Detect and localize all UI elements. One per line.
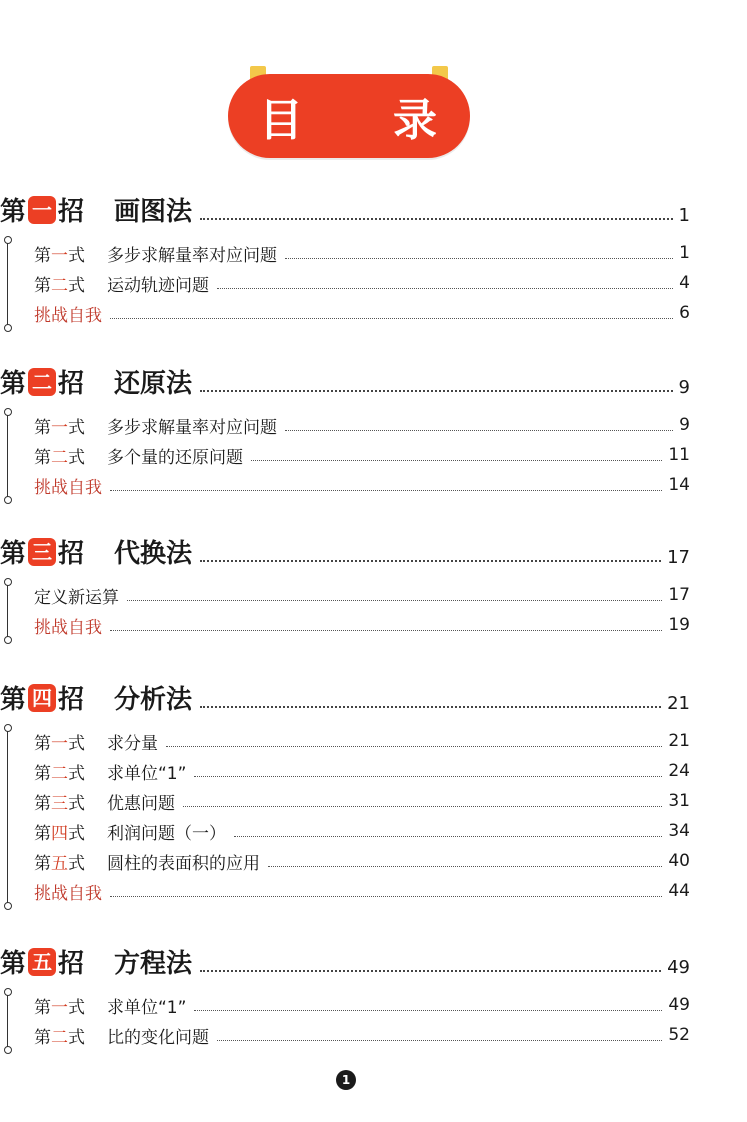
section-label <box>34 849 85 874</box>
chapter-page: 49 <box>667 957 690 978</box>
toc-entry[interactable] <box>0 988 690 1018</box>
chapter-suffix: 招 <box>58 949 85 979</box>
entry-page: 49 <box>668 995 690 1015</box>
toc-entry[interactable] <box>0 578 690 608</box>
entry-page: 40 <box>668 851 690 871</box>
section-suffix: 式 <box>68 1028 85 1048</box>
entry-name: 求单位“1” <box>107 764 187 784</box>
title-pill <box>228 74 470 158</box>
section-prefix: 第 <box>34 854 51 874</box>
section-prefix: 第 <box>34 998 51 1018</box>
entry-name: 比的变化问题 <box>107 1028 209 1048</box>
toc-entry[interactable] <box>0 754 690 784</box>
chapter-5 <box>0 940 690 1048</box>
entry-page: 14 <box>668 475 690 495</box>
section-label <box>34 729 85 754</box>
section-label <box>34 443 85 468</box>
section-number: 二 <box>51 276 68 296</box>
leader-dots <box>200 217 673 220</box>
chapter-prefix: 第 <box>0 949 27 979</box>
entry-name: 多个量的还原问题 <box>107 448 243 468</box>
section-label <box>34 241 85 266</box>
chapter-suffix: 招 <box>58 539 85 569</box>
chapter-page: 1 <box>678 205 690 226</box>
entry-name: 多步求解量率对应问题 <box>107 246 277 266</box>
section-prefix: 第 <box>34 418 51 438</box>
section-number: 二 <box>51 448 68 468</box>
section-prefix: 第 <box>34 1028 51 1048</box>
challenge-label: 挑战自我 <box>34 618 102 638</box>
leader-dots <box>251 459 662 461</box>
section-prefix: 第 <box>34 794 51 814</box>
challenge-label: 挑战自我 <box>34 884 102 904</box>
leader-dots <box>200 705 661 708</box>
toc-entry[interactable] <box>0 784 690 814</box>
toc-entry[interactable] <box>0 408 690 438</box>
section-label <box>34 1023 85 1048</box>
section-number: 一 <box>51 734 68 754</box>
page-number: 1 <box>336 1070 356 1090</box>
leader-dots <box>217 1039 662 1041</box>
toc-entry[interactable] <box>0 814 690 844</box>
chapter-3 <box>0 530 690 638</box>
section-prefix: 第 <box>34 276 51 296</box>
chapter-title: 还原法 <box>114 369 193 399</box>
section-label <box>34 413 85 438</box>
leader-dots <box>234 835 662 837</box>
leader-dots <box>127 599 662 601</box>
bracket-line <box>7 242 8 326</box>
entry-page: 6 <box>679 303 690 323</box>
chapter-1 <box>0 188 690 326</box>
chapter-items <box>0 724 690 904</box>
entry-name: 优惠问题 <box>107 794 175 814</box>
bracket-line <box>7 414 8 498</box>
chapter-heading[interactable] <box>0 188 690 228</box>
entry-page: 11 <box>668 445 690 465</box>
toc-entry[interactable] <box>0 874 690 904</box>
entry-page: 21 <box>668 731 690 751</box>
chapter-title: 画图法 <box>114 197 193 227</box>
chapter-prefix: 第 <box>0 685 27 715</box>
leader-dots <box>166 745 662 747</box>
section-number: 二 <box>51 1028 68 1048</box>
chapter-label <box>0 363 84 400</box>
chapter-items <box>0 578 690 638</box>
toc-entry[interactable] <box>0 236 690 266</box>
section-number: 一 <box>51 998 68 1018</box>
section-number: 二 <box>51 764 68 784</box>
chapter-label <box>0 191 84 228</box>
chapter-prefix: 第 <box>0 539 27 569</box>
chapter-items <box>0 988 690 1048</box>
section-label <box>34 819 85 844</box>
section-suffix: 式 <box>68 418 85 438</box>
chapter-label <box>0 533 84 570</box>
chapter-2 <box>0 360 690 498</box>
entry-page: 31 <box>668 791 690 811</box>
chapter-prefix: 第 <box>0 197 27 227</box>
chapter-page: 9 <box>678 377 690 398</box>
chapter-heading[interactable] <box>0 530 690 570</box>
entry-name: 圆柱的表面积的应用 <box>107 854 260 874</box>
chapter-label <box>0 943 84 980</box>
entry-page: 9 <box>679 415 690 435</box>
chapter-items <box>0 236 690 326</box>
chapter-number-badge: 五 <box>28 948 56 976</box>
section-number: 一 <box>51 246 68 266</box>
toc-entry[interactable] <box>0 1018 690 1048</box>
chapter-suffix: 招 <box>58 197 85 227</box>
bracket-line <box>7 584 8 638</box>
section-number: 四 <box>51 824 68 844</box>
toc-entry[interactable] <box>0 438 690 468</box>
section-suffix: 式 <box>68 824 85 844</box>
entry-page: 44 <box>668 881 690 901</box>
bracket-line <box>7 994 8 1048</box>
entry-page: 17 <box>668 585 690 605</box>
section-label <box>34 271 85 296</box>
entry-page: 52 <box>668 1025 690 1045</box>
bracket-line <box>7 730 8 904</box>
section-number: 三 <box>51 794 68 814</box>
chapter-number-badge: 四 <box>28 684 56 712</box>
entry-page: 1 <box>679 243 690 263</box>
chapter-title: 代换法 <box>114 539 193 569</box>
section-suffix: 式 <box>68 998 85 1018</box>
chapter-heading[interactable] <box>0 940 690 980</box>
chapter-label <box>0 679 84 716</box>
leader-dots <box>285 429 673 431</box>
chapter-4 <box>0 676 690 904</box>
leader-dots <box>200 969 661 972</box>
entry-name: 定义新运算 <box>34 588 119 608</box>
entry-page: 19 <box>668 615 690 635</box>
toc-entry[interactable] <box>0 724 690 754</box>
chapter-title: 分析法 <box>114 685 193 715</box>
entry-name: 运动轨迹问题 <box>107 276 209 296</box>
chapter-page: 21 <box>667 693 690 714</box>
chapter-heading[interactable] <box>0 676 690 716</box>
section-suffix: 式 <box>68 734 85 754</box>
section-suffix: 式 <box>68 764 85 784</box>
entry-page: 4 <box>679 273 690 293</box>
leader-dots <box>200 389 673 392</box>
chapter-number-badge: 二 <box>28 368 56 396</box>
leader-dots <box>110 629 662 631</box>
section-suffix: 式 <box>68 854 85 874</box>
chapter-heading[interactable] <box>0 360 690 400</box>
section-label <box>34 789 85 814</box>
chapter-suffix: 招 <box>58 685 85 715</box>
section-number: 五 <box>51 854 68 874</box>
section-prefix: 第 <box>34 448 51 468</box>
chapter-title: 方程法 <box>114 949 193 979</box>
chapter-page: 17 <box>667 547 690 568</box>
leader-dots <box>268 865 662 867</box>
toc-title <box>228 66 470 158</box>
toc-entry[interactable] <box>0 296 690 326</box>
toc-entry[interactable] <box>0 844 690 874</box>
leader-dots <box>285 257 673 259</box>
leader-dots <box>194 775 662 777</box>
leader-dots <box>110 317 673 319</box>
chapter-items <box>0 408 690 498</box>
chapter-prefix: 第 <box>0 369 27 399</box>
title-char-right: 录 <box>393 95 439 146</box>
leader-dots <box>183 805 662 807</box>
chapter-number-badge: 一 <box>28 196 56 224</box>
section-label <box>34 759 85 784</box>
chapter-suffix: 招 <box>58 369 85 399</box>
section-prefix: 第 <box>34 764 51 784</box>
section-suffix: 式 <box>68 276 85 296</box>
entry-page: 34 <box>668 821 690 841</box>
toc-entry[interactable] <box>0 266 690 296</box>
leader-dots <box>110 895 662 897</box>
challenge-label: 挑战自我 <box>34 306 102 326</box>
entry-name: 求单位“1” <box>107 998 187 1018</box>
challenge-label: 挑战自我 <box>34 478 102 498</box>
toc-entry[interactable] <box>0 468 690 498</box>
chapter-number-badge: 三 <box>28 538 56 566</box>
title-char-left: 目 <box>259 95 305 146</box>
leader-dots <box>217 287 673 289</box>
entry-name: 利润问题（一） <box>107 824 226 844</box>
section-label <box>34 993 85 1018</box>
entry-name: 求分量 <box>107 734 158 754</box>
leader-dots <box>110 489 662 491</box>
entry-name: 多步求解量率对应问题 <box>107 418 277 438</box>
toc-entry[interactable] <box>0 608 690 638</box>
section-suffix: 式 <box>68 246 85 266</box>
leader-dots <box>194 1009 662 1011</box>
section-suffix: 式 <box>68 794 85 814</box>
section-suffix: 式 <box>68 448 85 468</box>
section-prefix: 第 <box>34 734 51 754</box>
section-prefix: 第 <box>34 824 51 844</box>
leader-dots <box>200 559 661 562</box>
entry-page: 24 <box>668 761 690 781</box>
section-number: 一 <box>51 418 68 438</box>
section-prefix: 第 <box>34 246 51 266</box>
